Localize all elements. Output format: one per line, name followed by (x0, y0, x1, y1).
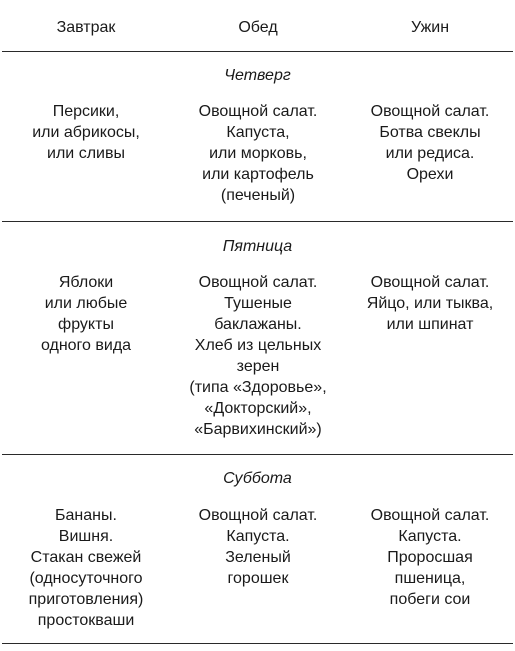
table-header-row (0, 16, 515, 40)
header-divider (2, 51, 513, 52)
cell-line: или картофель (202, 166, 314, 183)
cell-line: приготовления) (28, 591, 144, 608)
saturday-dinner-cell (344, 505, 515, 610)
cell-line: Овощной салат. (370, 274, 490, 291)
cell-line: Капуста. (398, 528, 462, 545)
cell-line: Овощной салат. (370, 103, 490, 120)
cell-line: или любые (44, 295, 128, 312)
cell-line: «Барвихинский») (194, 421, 322, 438)
cell-line: одного вида (40, 337, 132, 354)
cell-line: «Докторский», (204, 400, 312, 417)
cell-line: Яблоки (58, 274, 114, 291)
cell-line: Зеленый (225, 549, 291, 566)
cell-line: Овощной салат. (198, 274, 318, 291)
cell-line: зерен (236, 358, 280, 375)
header-dinner: Ужин (410, 19, 450, 36)
cell-line: Овощной салат. (198, 103, 318, 120)
day-title-saturday: Суббота (223, 470, 292, 487)
cell-line: горошек (227, 570, 289, 587)
cell-line: (печеный) (220, 187, 296, 204)
cell-line: Яйцо, или тыква, (366, 295, 494, 312)
saturday-breakfast-cell (0, 505, 172, 631)
cell-line: баклажаны. (214, 316, 302, 333)
cell-line: Проросшая (387, 549, 473, 566)
cell-line: или морковь, (209, 145, 307, 162)
cell-line: фрукты (58, 316, 114, 333)
header-lunch: Обед (238, 19, 278, 36)
cell-line: Тушеные (224, 295, 292, 312)
table-bottom-border (2, 643, 513, 644)
thursday-dinner-cell (344, 101, 515, 185)
row-divider (2, 221, 513, 222)
cell-line: Овощной салат. (370, 507, 490, 524)
cell-line: Стакан свежей (30, 549, 142, 566)
cell-line: побеги сои (389, 591, 471, 608)
friday-lunch-cell (172, 272, 344, 440)
cell-line: Вишня. (58, 528, 114, 545)
day-title-thursday: Четверг (224, 67, 291, 84)
friday-dinner-cell (344, 272, 515, 335)
cell-line: Капуста, (226, 124, 290, 141)
cell-line: (типа «Здоровье», (189, 379, 327, 396)
cell-line: или абрикосы, (32, 124, 140, 141)
row-divider (2, 454, 513, 455)
cell-line: Хлеб из цельных (194, 337, 322, 354)
header-breakfast: Завтрак (56, 19, 116, 36)
day-title-friday: Пятница (222, 238, 293, 255)
cell-line: Орехи (406, 166, 454, 183)
cell-line: Капуста. (226, 528, 290, 545)
cell-line: простокваши (37, 612, 135, 629)
cell-line: Ботва свеклы (379, 124, 481, 141)
cell-line: пшеница, (394, 570, 466, 587)
cell-line: Персики, (52, 103, 120, 120)
saturday-lunch-cell (172, 505, 344, 589)
thursday-lunch-cell (172, 101, 344, 206)
cell-line: или шпинат (386, 316, 474, 333)
cell-line: (односуточного (29, 570, 143, 587)
thursday-breakfast-cell (0, 101, 172, 164)
cell-line: Овощной салат. (198, 507, 318, 524)
cell-line: Бананы. (55, 507, 117, 524)
friday-breakfast-cell (0, 272, 172, 356)
cell-line: или редиса. (385, 145, 475, 162)
cell-line: или сливы (47, 145, 125, 162)
